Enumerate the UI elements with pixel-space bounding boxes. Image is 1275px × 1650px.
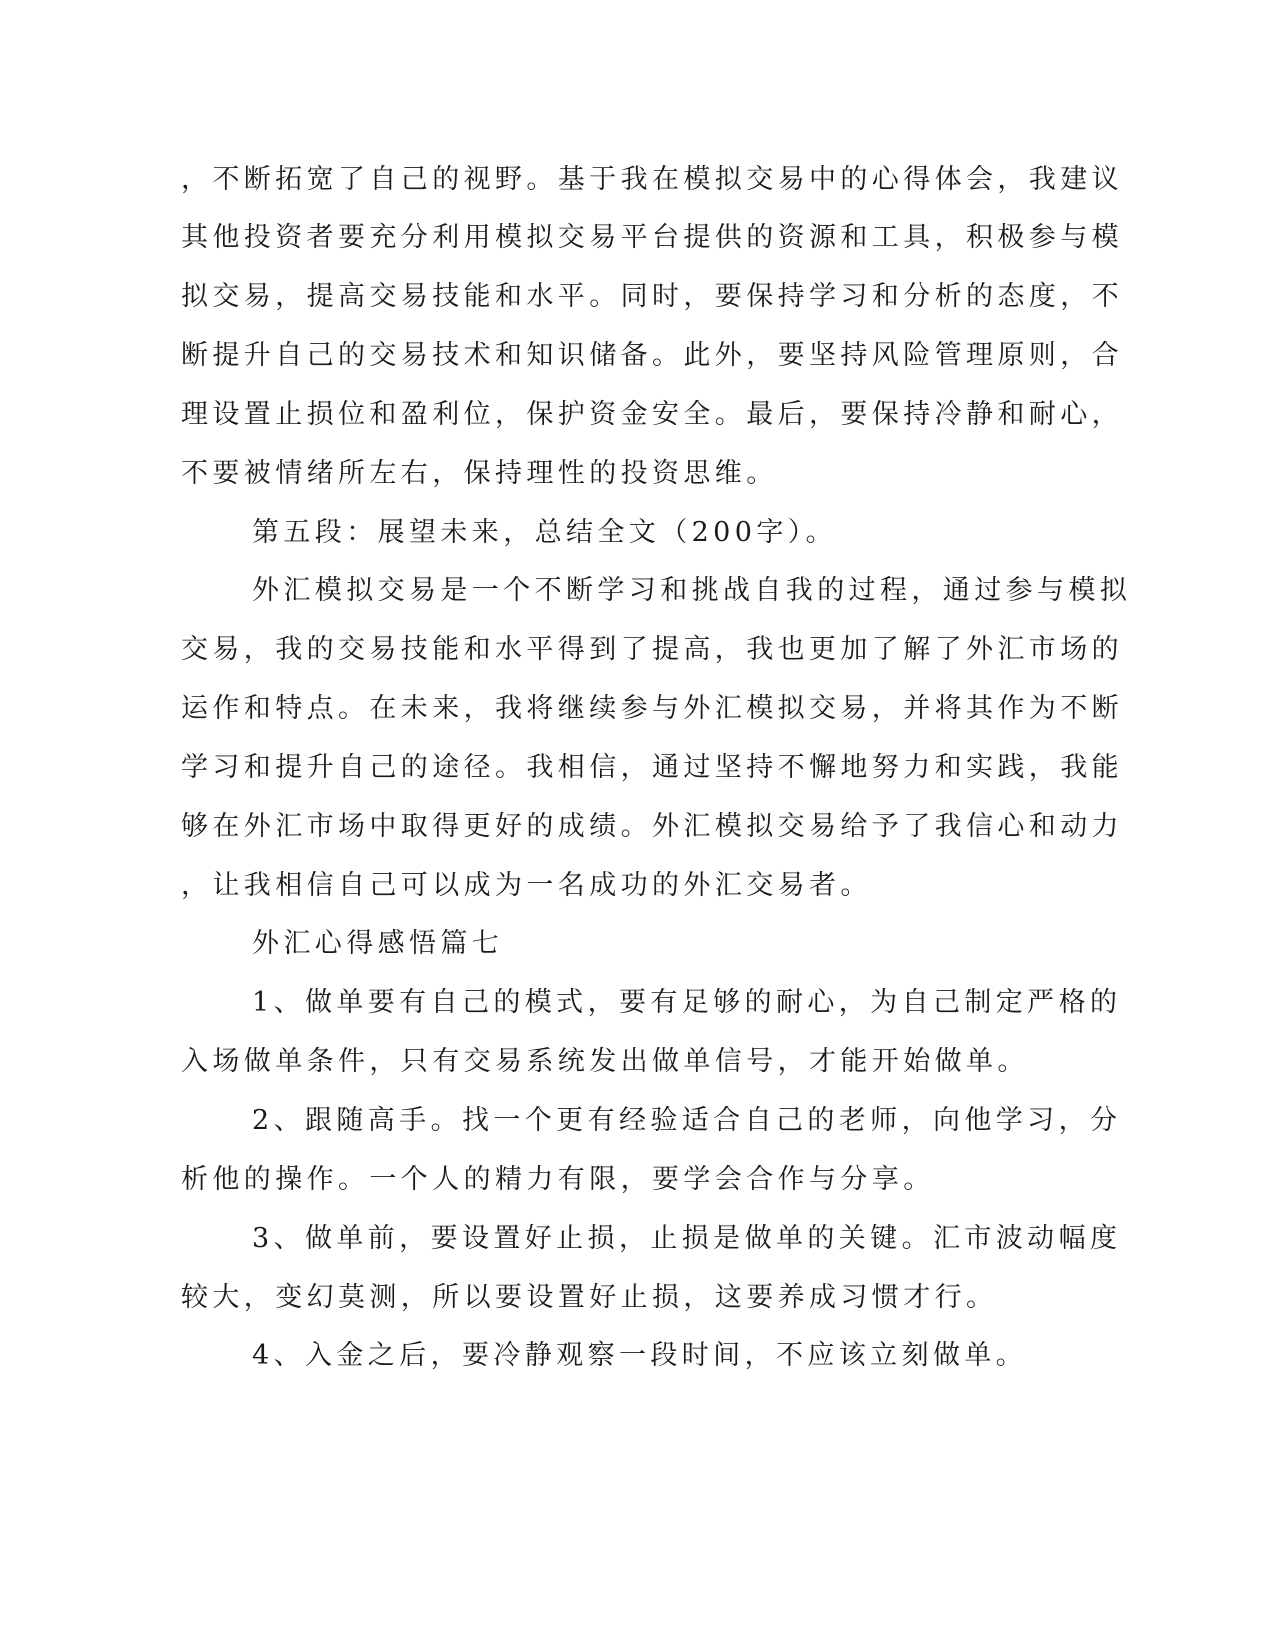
section-heading: 第五段：展望未来，总结全文（200字）。 <box>252 517 838 548</box>
body-text-line: 外汇模拟交易是一个不断学习和挑战自我的过程，通过参与模拟 <box>252 575 1132 606</box>
list-item-line: 1、做单要有自己的模式，要有足够的耐心，为自己制定严格的 <box>252 987 1122 1018</box>
body-text-line: 拟交易，提高交易技能和水平。同时，要保持学习和分析的态度，不 <box>181 281 1123 312</box>
body-text-line: ，不断拓宽了自己的视野。基于我在模拟交易中的心得体会，我建议 <box>181 164 1123 195</box>
list-item-line: 2、跟随高手。找一个更有经验适合自己的老师，向他学习，分 <box>252 1105 1122 1136</box>
body-text-line: 运作和特点。在未来，我将继续参与外汇模拟交易，并将其作为不断 <box>181 693 1123 724</box>
body-text-line: 学习和提升自己的途径。我相信，通过坚持不懈地努力和实践，我能 <box>181 752 1123 783</box>
body-text-line: 断提升自己的交易技术和知识储备。此外，要坚持风险管理原则，合 <box>181 340 1123 371</box>
body-text-line: ，让我相信自己可以成为一名成功的外汇交易者。 <box>181 870 872 901</box>
body-text-line: 其他投资者要充分利用模拟交易平台提供的资源和工具，积极参与模 <box>181 222 1123 253</box>
body-text-line: 不要被情绪所左右，保持理性的投资思维。 <box>181 458 778 489</box>
body-text-line: 交易，我的交易技能和水平得到了提高，我也更加了解了外汇市场的 <box>181 634 1123 665</box>
list-item-line: 较大，变幻莫测，所以要设置好止损，这要养成习惯才行。 <box>181 1282 998 1313</box>
body-text-line: 够在外汇市场中取得更好的成绩。外汇模拟交易给予了我信心和动力 <box>181 811 1123 842</box>
list-item-line: 析他的操作。一个人的精力有限，要学会合作与分享。 <box>181 1164 935 1195</box>
list-item-line: 入场做单条件，只有交易系统发出做单信号，才能开始做单。 <box>181 1046 1029 1077</box>
list-item-line: 4、入金之后，要冷静观察一段时间，不应该立刻做单。 <box>252 1340 1028 1371</box>
chapter-heading: 外汇心得感悟篇七 <box>252 928 504 959</box>
body-text-line: 理设置止损位和盈利位，保护资金安全。最后，要保持冷静和耐心， <box>181 399 1123 430</box>
list-item-line: 3、做单前，要设置好止损，止损是做单的关键。汇市波动幅度 <box>252 1223 1122 1254</box>
